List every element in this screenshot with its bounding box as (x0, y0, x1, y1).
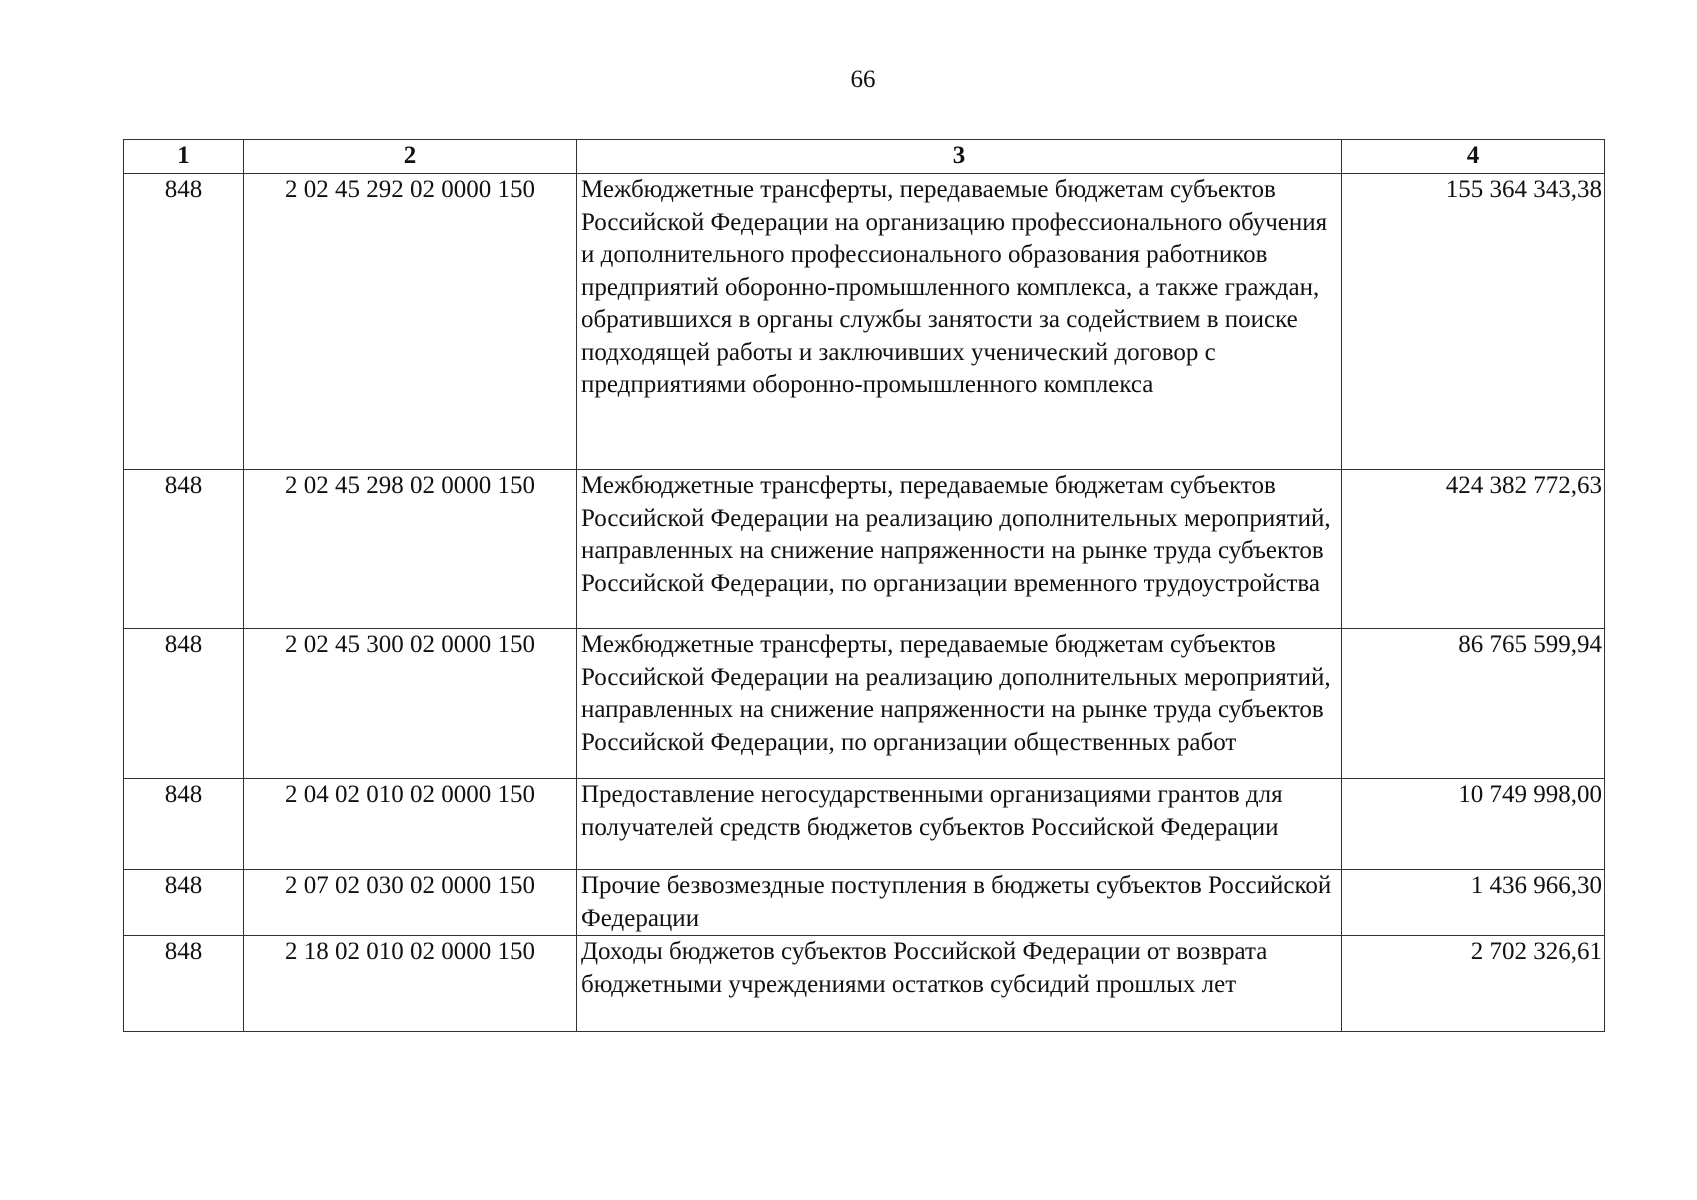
column-header: 3 (577, 140, 1342, 174)
admin-code-cell: 848 (124, 470, 244, 629)
table-row (124, 779, 1605, 870)
amount-cell: 1 436 966,30 (1342, 870, 1605, 936)
column-header: 4 (1342, 140, 1605, 174)
budget-code-cell: 2 18 02 010 02 0000 150 (244, 936, 577, 1032)
admin-code-cell: 848 (124, 174, 244, 470)
table-row (124, 870, 1605, 936)
column-header: 2 (244, 140, 577, 174)
budget-code-cell: 2 02 45 292 02 0000 150 (244, 174, 577, 470)
budget-code-cell: 2 02 45 300 02 0000 150 (244, 629, 577, 779)
admin-code-cell: 848 (124, 936, 244, 1032)
amount-cell: 2 702 326,61 (1342, 936, 1605, 1032)
budget-code-cell: 2 02 45 298 02 0000 150 (244, 470, 577, 629)
budget-table (123, 139, 1605, 1032)
description-cell: Предоставление негосударственными организациями грантов для получателей средств бюджетов субъектов Российской Федерации (577, 779, 1342, 870)
amount-cell: 424 382 772,63 (1342, 470, 1605, 629)
admin-code-cell: 848 (124, 779, 244, 870)
table-row (124, 629, 1605, 779)
budget-code-cell: 2 07 02 030 02 0000 150 (244, 870, 577, 936)
table-row (124, 470, 1605, 629)
table-row (124, 936, 1605, 1032)
description-cell: Межбюджетные трансферты, передаваемые бюджетам субъектов Российской Федерации на реализацию дополнительных мероприятий, направленных на снижение напряженности на рынке труда субъектов Российской Федерации, по организации общественных работ (577, 629, 1342, 779)
description-cell: Межбюджетные трансферты, передаваемые бюджетам субъектов Российской Федерации на организацию профессионального обучения и дополнительного профессионального образования работников предприятий оборонно-промышленного комплекса, а также граждан, обратившихся в органы службы занятости за содействием в поиске подходящей работы и заключивших ученический договор с предприятиями оборонно-промышленного комплекса (577, 174, 1342, 470)
description-cell: Межбюджетные трансферты, передаваемые бюджетам субъектов Российской Федерации на реализацию дополнительных мероприятий, направленных на снижение напряженности на рынке труда субъектов Российской Федерации, по организации временного трудоустройства (577, 470, 1342, 629)
admin-code-cell: 848 (124, 870, 244, 936)
admin-code-cell: 848 (124, 629, 244, 779)
amount-cell: 10 749 998,00 (1342, 779, 1605, 870)
table-header-row (124, 140, 1605, 174)
page-number: 66 (850, 66, 876, 93)
table-row (124, 174, 1605, 470)
description-cell: Прочие безвозмездные поступления в бюджеты субъектов Российской Федерации (577, 870, 1342, 936)
amount-cell: 86 765 599,94 (1342, 629, 1605, 779)
column-header: 1 (124, 140, 244, 174)
budget-code-cell: 2 04 02 010 02 0000 150 (244, 779, 577, 870)
description-cell: Доходы бюджетов субъектов Российской Федерации от возврата бюджетными учреждениями остатков субсидий прошлых лет (577, 936, 1342, 1032)
amount-cell: 155 364 343,38 (1342, 174, 1605, 470)
